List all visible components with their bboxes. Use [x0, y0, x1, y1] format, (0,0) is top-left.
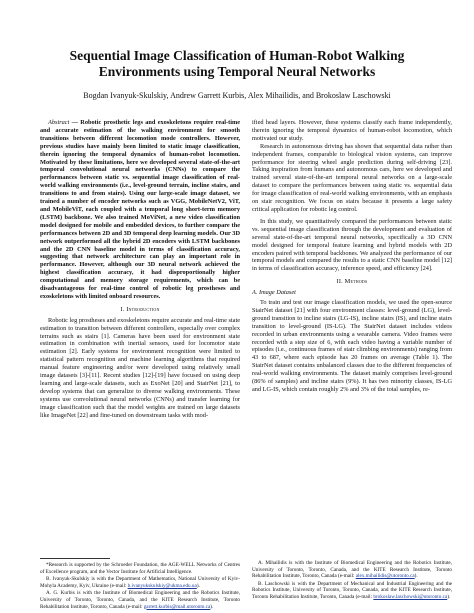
abstract-label: Abstract: [48, 119, 70, 126]
abstract: [40, 119, 240, 301]
left-column: [40, 119, 240, 420]
footnote-rule: [40, 558, 110, 559]
footnote-author-mihailidis: A. Mihailidis is with the Institute of Biomedical Engineering and the Robotics Institute, University of Toronto, Toronto, Canada, and the KITE Research Institute, Toronto Rehabilitation Institute, Toronto, Canada (e-mail: alex.mihailidis@utoronto.ca).: [252, 560, 452, 580]
paper-title: Sequential Image Classification of Human-Robot Walking Environments using Temporal Neural Networks: [69, 48, 405, 79]
right-column: [252, 119, 452, 394]
author-list: Bogdan Ivanyuk-Skulskiy, Andrew Garrett Kurbis, Alex Mihailidis, and Brokoslaw Laschowski: [83, 91, 391, 100]
right-paragraph-2: Research in autonomous driving has shown that sequential data rather than independent frames, comparable to biological vision systems, can improve performance for steering wheel angle prediction during self-driving [23]. Taking inspiration from humans and autonomous cars, here we developed and trained several state-of-the-art temporal neural networks on a large-scale dataset to compare the performances between using static vs. sequential data for image classification of real-world walking environments, with an emphasis on stair recognition. We focus on stairs because it presents a large safety critical application for robotic leg control.: [252, 142, 452, 213]
footnotes-right: [252, 560, 452, 602]
email-link-ivanyuk[interactable]: b.ivanyukskulskiy@ukma.edu.ua: [127, 582, 197, 589]
intro-paragraph-1: Robotic leg prostheses and exoskeletons require accurate and real-time state estimation to transition between different controllers, especially over complex terrains such as stairs [1]. Cameras have been used for environment state estimation in combination with inertial sensors, used for locomotor state estimation [2]. Early systems for environment recognition were limited to statistical pattern recognition and machine learning algorithms that required manual feature engineering and/or were developed using relatively small image datasets [3]-[11]. Recent studies [12]-[19] have focused on using deep learning and large-scale datasets, such as ExoNet [20] and StairNet [21], to develop systems that can generalize to diverse walking environments. These systems use convolutional neural networks (CNNs) and transfer learning for image classification such that the model weights are trained on large datasets like ImageNet [22] and fine-tuned on downstream tasks with mod-: [40, 316, 240, 419]
right-paragraph-3: In this study, we quantitatively compared the performances between static vs. sequential image classification through the development and evaluation of several state-of-the-art temporal neural networks, specifically a 3D CNN model designed for temporal feature learning and hybrid models with 2D encoders paired with temporal backbones. We analyzed the performance of our temporal models and compared the results to a static CNN baseline model [12] in terms of classification accuracy, inference speed, and efficiency [24].: [252, 217, 452, 273]
abstract-text: — Robotic prosthetic legs and exoskeletons require real-time and accurate estimation of the walking environment for smooth transitions between different locomotion mode controllers. However, previous studies have mainly been limited to static image classification, therein ignoring the temporal dynamics of human-robot locomotion. Motivated by these limitations, here we developed several state-of-the-art temporal convolutional neural networks (CNNs) to compare the performances between static vs. sequential image classification of real-world walking environments (i.e., level-ground terrain, incline stairs, and transitions to and from stairs). Using our large-scale image dataset, we trained a number of encoder networks such as VGG, MobileNetV2, ViT, and MobileViT, each coupled with a temporal long short-term memory (LSTM) backbone. We also trained MoViNet, a new video classification model designed for mobile and embedded devices, to further compare the performances between 2D and 3D temporal deep learning models. Our 3D network outperformed all the hybrid 2D encoders with LSTM backbones and the 2D CNN baseline model in terms of classification accuracy, suggesting that network architecture can play an important role in performance. However, although our 3D neural network achieved the highest classification accuracy, it had disproportionally higher computational and memory storage requirements, which can be disadvantageous for real-time control of robotic leg prostheses and exoskeletons with limited onboard resources.: [40, 119, 240, 300]
section-heading-introduction: I. Introduction: [120, 305, 160, 313]
email-link-laschowski[interactable]: brokoslaw.laschowski@utoronto.ca: [373, 593, 448, 600]
footnote-author-ivanyuk: B. Ivanyuk-Skulskiy is with the Department of Mathematics, National University of Kyiv-Mohyla Academy, Kyiv, Ukraine (e-mail: b.ivanyukskulskiy@ukma.edu.ua).: [40, 576, 240, 589]
subsection-heading-dataset: A. Image Dataset: [252, 289, 296, 297]
right-paragraph-1: ified head layers. However, these systems classify each frame independently, therein ignoring the temporal dynamics of human-robot locomotion, which motivated our study.: [252, 119, 452, 142]
footnotes-left: [40, 558, 240, 611]
footnote-author-laschowski: B. Laschowski is with the Department of Mechanical and Industrial Engineering and the Robotics Institute, University of Toronto, Toronto, Canada, and the KITE Research Institute, Toronto Rehabilitation Institute, Toronto, Canada (e-mail: brokoslaw.laschowski@utoronto.ca).: [252, 580, 452, 600]
methods-paragraph-1: To train and test our image classification models, we used the open-source StairNet dataset [21] with four environment classes: level-ground (LG), level-ground transition to incline stairs (LG-IS), incline stairs (IS), and incline stairs transition to level-ground (IS-LG). The StairNet dataset includes videos recorded in urban environments using a wearable camera. Video frames were recorded with a step size of 6, with each video having a variable number of episodes (i.e., continuous frames of stair climbing environments) ranging from 43 to 687, where each episode has 20 frames on average (Table 1). The StairNet dataset contains unbalanced classes due to the different frequencies of real-world walking environments. The dataset mainly comprises level-ground (86% of samples) and incline stairs (9%). It has two minority classes, IS-LG and LG-IS, which contain roughly 2% and 3% of the total samples, re-: [252, 299, 452, 393]
email-link-kurbis[interactable]: garrett.kurbis@mail.utoronto.ca: [143, 603, 211, 610]
section-heading-methods: II. Methods: [336, 278, 368, 286]
footnote-author-kurbis: A. G. Kurbis is with the Institute of Biomedical Engineering and the Robotics Institute, University of Toronto, Toronto, Canada, and the KITE Research Institute, Toronto Rehabilitation Institute, Toronto, Canada (e-mail: garrett.kurbis@mail.utoronto.ca).: [40, 590, 240, 610]
email-link-mihailidis[interactable]: alex.mihailidis@utoronto.ca: [355, 573, 415, 580]
footnote-funding: *Research is supported by the Schroeder Foundation, the AGE-WELL Networks of Centres of Excellence program, and the Vector Institute for Artificial Intelligence.: [40, 562, 240, 575]
